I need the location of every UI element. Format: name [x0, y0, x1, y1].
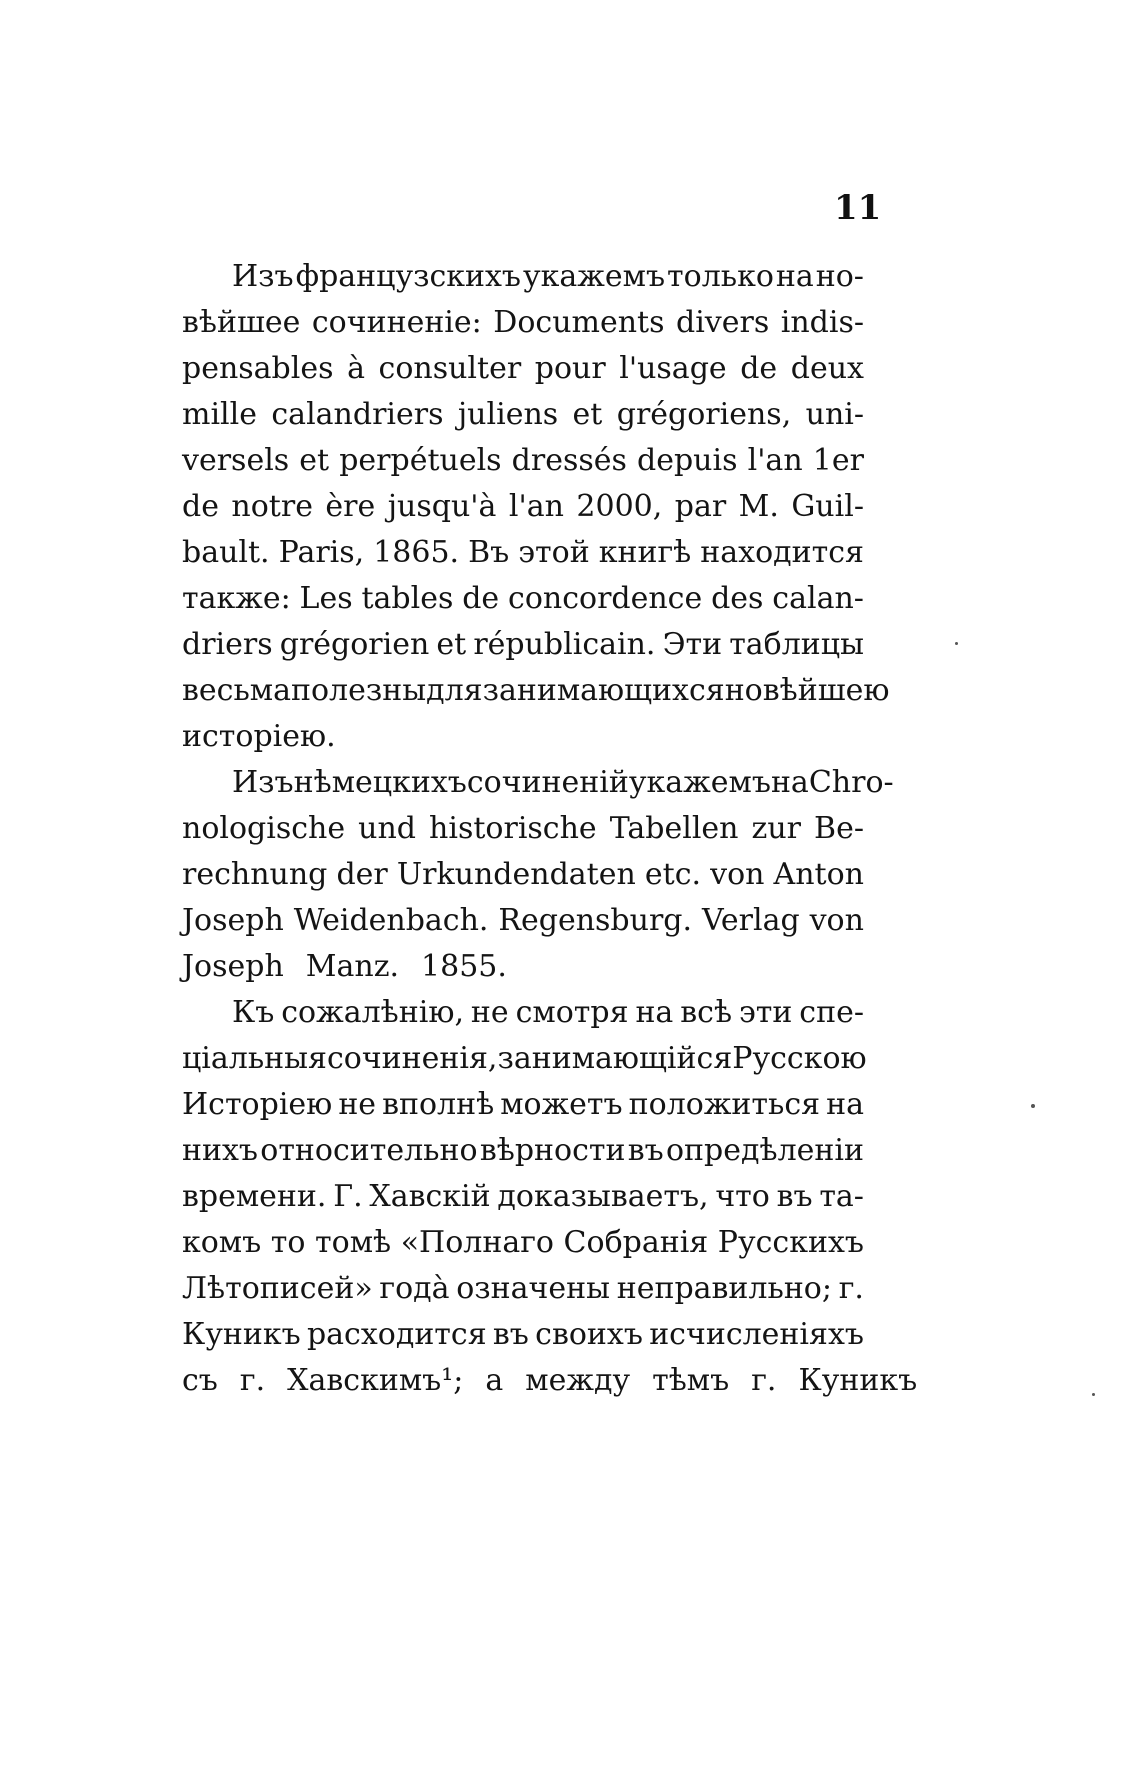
paragraph: [182, 760, 894, 990]
word: Les: [299, 581, 353, 616]
word: perpétuels: [339, 443, 502, 478]
word: der: [336, 857, 388, 892]
text-line: [182, 852, 864, 898]
word: Хавскій: [369, 1179, 491, 1214]
word: Paris,: [278, 535, 365, 570]
text-line: [182, 1220, 864, 1266]
text-line: [182, 1266, 864, 1312]
word: французскихъ: [295, 259, 522, 294]
word: par: [674, 489, 727, 524]
word: ère: [325, 489, 376, 524]
word: Anton: [773, 857, 864, 892]
word: nologische: [182, 811, 346, 846]
word: von: [809, 903, 864, 938]
word: Русскихъ: [717, 1225, 864, 1260]
text-line: [182, 944, 864, 990]
word: pensables: [182, 351, 334, 386]
word: calandriers: [271, 397, 444, 432]
word: et: [299, 443, 330, 478]
word: divers: [676, 305, 770, 340]
word: Изъ: [232, 259, 294, 294]
word: républicain.: [473, 627, 656, 662]
word: Tabellen: [609, 811, 739, 846]
word: Joseph: [182, 949, 284, 984]
text-line: [182, 438, 864, 484]
word: полезны: [291, 673, 427, 708]
word: съ: [182, 1363, 218, 1398]
text-line: [182, 668, 890, 714]
word: для: [426, 673, 483, 708]
word: M.: [738, 489, 779, 524]
word: Chro-: [808, 765, 894, 800]
word: относительно: [260, 1133, 478, 1168]
word: deux: [790, 351, 864, 386]
word: Be-: [814, 811, 864, 846]
word: Г.: [333, 1179, 363, 1214]
word: г.: [838, 1271, 864, 1306]
word: этой: [518, 535, 590, 570]
page-number: 11: [834, 188, 882, 228]
speck: [955, 642, 958, 645]
word: de: [182, 489, 219, 524]
word: grégoriens,: [616, 397, 792, 432]
word: rechnung: [182, 857, 328, 892]
word: укажемъ: [628, 765, 771, 800]
word: tables: [361, 581, 454, 616]
word: 2000,: [576, 489, 663, 524]
word: между: [525, 1363, 631, 1398]
text-line: [182, 1128, 864, 1174]
word: 1855.: [421, 949, 507, 984]
word: Joseph: [182, 903, 284, 938]
word: Куникъ: [798, 1363, 918, 1398]
word: всѣ: [680, 995, 733, 1030]
word: l'an: [747, 443, 803, 478]
word: Изъ: [232, 765, 294, 800]
word: г.: [751, 1363, 777, 1398]
word: notre: [231, 489, 313, 524]
word: эти: [738, 995, 793, 1030]
word: спе-: [799, 995, 864, 1030]
word: расходится: [306, 1317, 487, 1352]
word: своихъ: [535, 1317, 643, 1352]
word: Guil-: [791, 489, 864, 524]
word: времени.: [182, 1179, 327, 1214]
word: въ: [627, 1133, 664, 1168]
word: сожалѣнію,: [281, 995, 464, 1030]
text-line: [182, 392, 864, 438]
word: bault.: [182, 535, 270, 570]
word: но-: [815, 259, 864, 294]
word: нѣмецкихъ: [293, 765, 467, 800]
word: укажемъ: [523, 259, 666, 294]
word: Куникъ: [182, 1317, 301, 1352]
word: à: [347, 351, 365, 386]
word: pour: [534, 351, 606, 386]
text-line: [182, 484, 864, 530]
text-line: [182, 300, 864, 346]
word: Verlag: [701, 903, 800, 938]
text-line: [182, 1082, 864, 1128]
word: driers: [182, 627, 273, 662]
word: Хавскимъ¹;: [287, 1363, 464, 1398]
text-line: [182, 1036, 867, 1082]
word: consulter: [378, 351, 522, 386]
word: на: [635, 995, 674, 1030]
word: Urkundendaten: [396, 857, 636, 892]
body-text: [182, 254, 918, 1404]
word: Лѣтописей»: [182, 1271, 373, 1306]
word: не: [470, 995, 509, 1030]
text-line: [182, 530, 864, 576]
word: des: [711, 581, 764, 616]
word: книгѣ: [598, 535, 692, 570]
word: вѣрности: [479, 1133, 626, 1168]
word: въ: [776, 1179, 813, 1214]
word: можетъ: [500, 1087, 623, 1122]
paragraph: [182, 254, 890, 760]
word: неправильно;: [616, 1271, 832, 1306]
word: исторіею.: [182, 719, 336, 754]
word: то: [270, 1225, 306, 1260]
word: не: [338, 1087, 377, 1122]
text-line: [182, 806, 864, 852]
word: находится: [700, 535, 864, 570]
word: вполнѣ: [382, 1087, 495, 1122]
word: concordence: [508, 581, 703, 616]
word: въ: [492, 1317, 529, 1352]
word: тѣмъ: [652, 1363, 730, 1398]
word: mille: [182, 397, 257, 432]
word: Русскою: [732, 1041, 867, 1076]
word: etc.: [644, 857, 702, 892]
word: смотря: [515, 995, 629, 1030]
word: Исторіею: [182, 1087, 333, 1122]
word: de: [462, 581, 500, 616]
word: Documents: [493, 305, 665, 340]
word: Въ: [468, 535, 510, 570]
word: занимающійся: [497, 1041, 733, 1076]
word: а: [485, 1363, 504, 1398]
text-line: [182, 990, 864, 1036]
word: et: [572, 397, 603, 432]
word: depuis: [637, 443, 738, 478]
word: indis-: [780, 305, 864, 340]
word: de: [740, 351, 778, 386]
word: на: [775, 259, 814, 294]
word: Эти: [662, 627, 723, 662]
word: zur: [751, 811, 802, 846]
word: l'usage: [619, 351, 727, 386]
word: jusqu'à: [387, 489, 497, 524]
word: dressés: [511, 443, 627, 478]
word: таблицы: [729, 627, 864, 662]
word: calan-: [772, 581, 864, 616]
word: und: [358, 811, 417, 846]
word: l'an: [508, 489, 564, 524]
word: ціальныя: [182, 1041, 327, 1076]
word: годà: [379, 1271, 450, 1306]
word: «Полнаго: [400, 1225, 554, 1260]
word: опредѣленіи: [666, 1133, 864, 1168]
speck: [1092, 1393, 1095, 1396]
word: Manz.: [305, 949, 400, 984]
word: на: [770, 765, 809, 800]
word: сочиненій: [466, 765, 629, 800]
word: томѣ: [315, 1225, 392, 1260]
speck: [1031, 1104, 1035, 1108]
text-line: [182, 622, 864, 668]
text-line: [182, 760, 894, 806]
text-line: [182, 576, 864, 622]
word: на: [826, 1087, 864, 1122]
word: г.: [239, 1363, 266, 1398]
word: Собранія: [563, 1225, 709, 1260]
word: Къ: [232, 995, 275, 1030]
word: 1865.: [373, 535, 460, 570]
word: von: [710, 857, 765, 892]
word: Regensburg.: [498, 903, 693, 938]
word: исчисленіяхъ: [649, 1317, 864, 1352]
text-line: [182, 714, 864, 760]
word: versels: [182, 443, 290, 478]
word: grégorien: [279, 627, 430, 662]
paragraph: [182, 990, 918, 1404]
word: занимающихся: [482, 673, 725, 708]
word: historische: [429, 811, 597, 846]
text-line: [182, 1174, 864, 1220]
word: сочиненія,: [326, 1041, 498, 1076]
text-line: [182, 898, 864, 944]
text-line: [182, 1358, 918, 1404]
word: что: [715, 1179, 770, 1214]
word: нихъ: [182, 1133, 258, 1168]
word: Weidenbach.: [293, 903, 489, 938]
word: та-: [819, 1179, 864, 1214]
word: сочиненіе:: [311, 305, 482, 340]
word: uni-: [805, 397, 864, 432]
word: доказываетъ,: [497, 1179, 709, 1214]
word: также:: [182, 581, 291, 616]
word: означены: [456, 1271, 610, 1306]
word: только: [667, 259, 774, 294]
text-line: [182, 254, 864, 300]
text-line: [182, 1312, 864, 1358]
word: весьма: [182, 673, 291, 708]
word: et: [436, 627, 467, 662]
word: новѣйшею: [724, 673, 890, 708]
word: положиться: [628, 1087, 821, 1122]
text-line: [182, 346, 864, 392]
word: juliens: [457, 397, 559, 432]
word: вѣйшее: [182, 305, 301, 340]
word: комъ: [182, 1225, 262, 1260]
word: 1er: [812, 443, 864, 478]
